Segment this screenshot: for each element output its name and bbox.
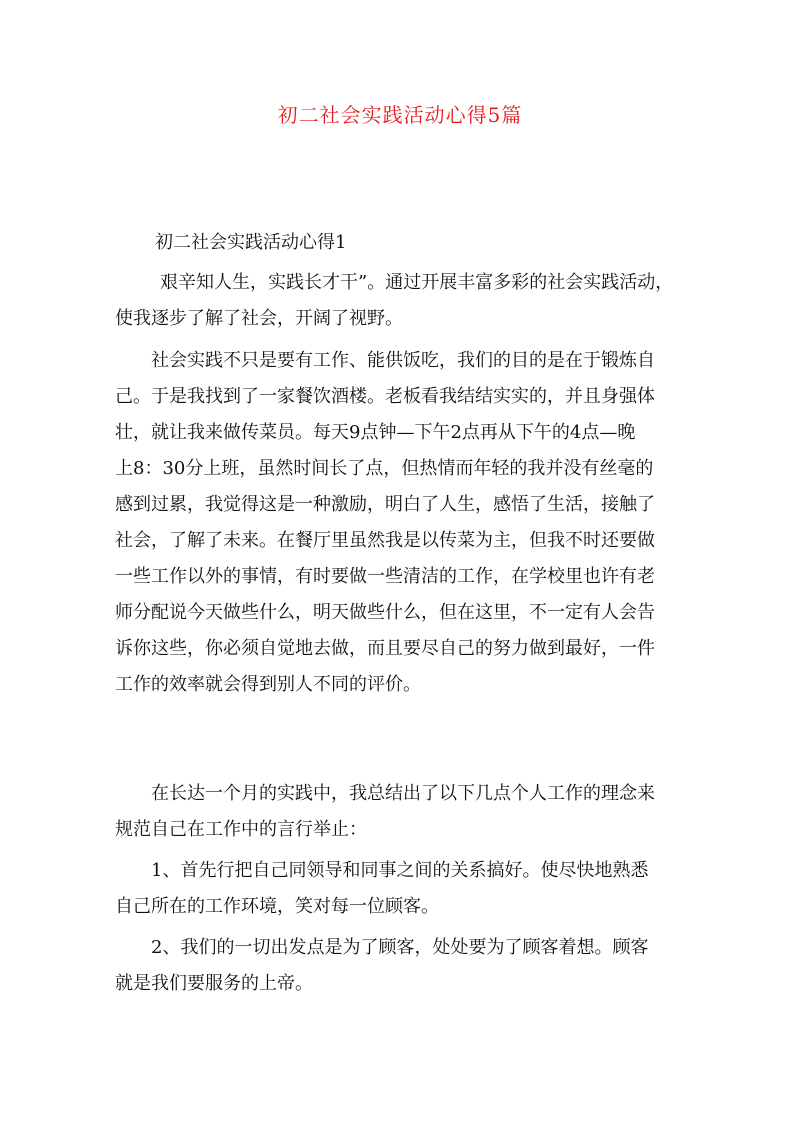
paragraph-3: [115, 776, 690, 848]
paragraph-line: 己。于是我找到了一家餐饮酒楼。老板看我结结实实的，并且身强体: [115, 386, 655, 407]
paragraph-line: 社会，了解了未来。在餐厅里虽然我是以传菜为主，但我不时还要做: [115, 530, 655, 551]
paragraph-5: [115, 930, 690, 1002]
paragraph-line: 规范自己在工作中的言行举止：: [115, 819, 367, 840]
paragraph-line: 师分配说今天做些什么，明天做些什么，但在这里，不一定有人会告: [115, 602, 655, 623]
paragraph-line: 上8：30分上班，虽然时间长了点，但热情而年轻的我并没有丝毫的: [115, 458, 654, 479]
paragraph-line: 1、首先行把自己同领导和同事之间的关系搞好。使尽快地熟悉: [151, 860, 649, 881]
paragraph-line: 在长达一个月的实践中，我总结出了以下几点个人工作的理念来: [151, 783, 655, 804]
paragraph-line: 诉你这些，你必须自觉地去做，而且要尽自己的努力做到最好，一件: [115, 638, 655, 659]
paragraph-line: 一些工作以外的事情，有时要做一些清洁的工作，在学校里也许有老: [115, 566, 655, 587]
paragraph-line: 壮，就让我来做传菜员。每天9点钟—下午2点再从下午的4点—晚: [115, 422, 636, 443]
paragraph-1: [115, 265, 690, 337]
paragraph-line: 感到过累，我觉得这是一种激励，明白了人生，感悟了生活，接触了: [115, 494, 655, 515]
paragraph-line: 使我逐步了解了社会，开阔了视野。: [115, 308, 403, 329]
paragraph-line: 就是我们要服务的上帝。: [115, 973, 313, 994]
paragraph-line: 自己所在的工作环境，笑对每一位顾客。: [115, 896, 439, 917]
section-heading: 初二社会实践活动心得1: [155, 232, 347, 253]
paragraph-line: 社会实践不只是要有工作、能供饭吃，我们的目的是在于锻炼自: [151, 350, 655, 371]
paragraph-2: [115, 343, 690, 703]
paragraph-line: 工作的效率就会得到别人不同的评价。: [115, 674, 421, 695]
document-title: 初二社会实践活动心得5篇: [277, 103, 523, 127]
paragraph-4: [115, 853, 690, 925]
paragraph-line: 2、我们的一切出发点是为了顾客，处处要为了顾客着想。顾客: [151, 937, 649, 958]
paragraph-line: 艰辛知人生，实践长才干”。通过开展丰富多彩的社会实践活动，: [160, 272, 674, 293]
